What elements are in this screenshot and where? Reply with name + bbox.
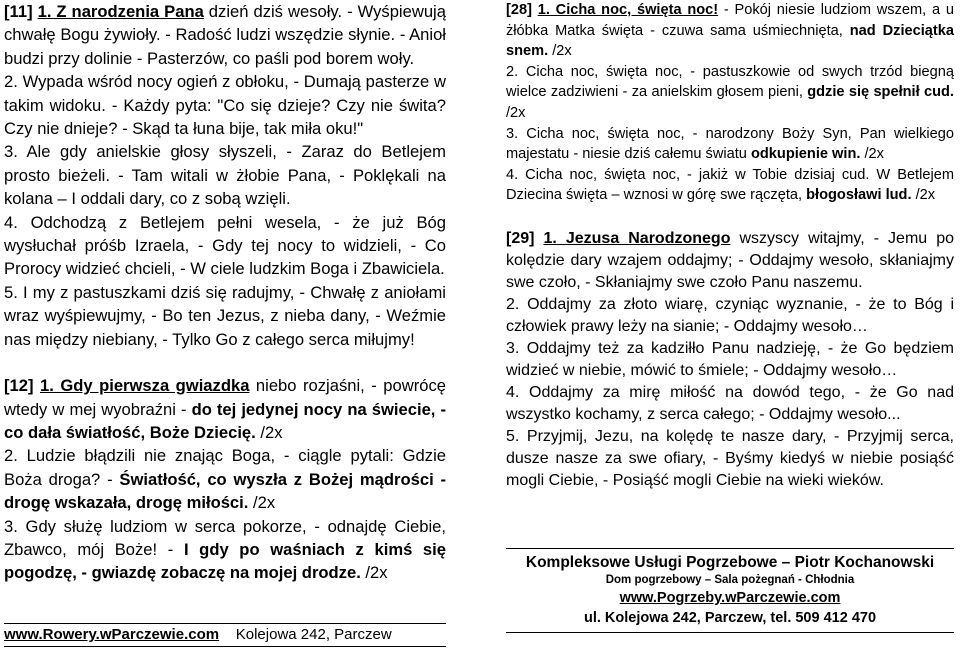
hymn-11-verse-2: 2. Wypada wśród nocy ogień z obłoku, - Dumają pasterze w takim widoku. - Każdy pyta: "Co się dzieje? Czy nie świta? Czy nie dnieje? - Skąd ta łuna bije, tak miła oku!"	[4, 72, 446, 139]
verse-refrain: gdzie się spełnił cud.	[807, 84, 954, 101]
bicycle-shop-address: Kolejowa 242, Parczew	[235, 626, 392, 643]
hymn-29-verse-1	[506, 228, 954, 294]
hymn-29-verse-2: 2. Oddajmy za złoto wiarę, czyniąc wyznanie, - że to Bóg i człowiek prawy leży na sianie; - Oddajmy wesoło…	[506, 295, 954, 335]
hymn-29-verse-5: 5. Przyjmij, Jezu, na kolędę te nasze dary, - Przyjmij serca, dusze nasze za swe ofiary, - Byśmy kiedyś w niebie posiąść mogli Ciebie, - Posiąść mogli Ciebie na wieki wieków.	[506, 427, 954, 489]
verse-refrain: błogosławi lud.	[806, 187, 912, 204]
hymn-28-verse-3	[506, 124, 954, 165]
verse-text: wszyscy witajmy, - Jemu po kolędzie dary wzajem oddajmy; - Oddajmy wesoło, skłaniajmy swe czoło, - Skłaniajmy swe czoło Panu naszemu.	[506, 229, 954, 291]
hymn-number: [28]	[506, 2, 532, 18]
hymn-11-verse-4: 4. Odchodzą z Betlejem pełni wesela, - że już Bóg wysłuchał próśb Izraela, - Gdy tej nocy to widzieli, - Co Prorocy widzieć chcieli, - W ciele ludzkim Boga i Zbawiciela.	[4, 212, 446, 279]
left-column	[4, 0, 446, 585]
hymn-28-verse-1	[506, 0, 954, 62]
repeat-mark: /2x	[506, 104, 526, 121]
repeat-mark: /2x	[911, 187, 936, 204]
repeat-mark: /2x	[360, 563, 388, 583]
verse-refrain: I gdy po waśniach z kimś się pogodzę, - gwiazdę zobaczę na mojej drodze.	[4, 539, 446, 583]
bicycle-shop-link[interactable]: www.Rowery.wParczewie.com	[4, 626, 220, 643]
verse-text: 4. Cicha noc, święta noc, - jakiż w Tobie dzisiaj cud. W Betlejem Dziecina święta – wznosi w górę swe rączęta,	[506, 166, 954, 204]
hymn-11-verse-5: 5. I my z pastuszkami dziś się radujmy, - Chwałę z aniołami wraz wyśpiewujmy, - Bo ten Jezus, z nieba dany, - Weźmie nas między niebiany, - Tylko Go z całego serca miłujmy!	[4, 282, 446, 349]
verse-text: 2. Ludzie błądzili nie znając Boga, - ciągle pytali: Gdzie Boża droga? -	[4, 446, 446, 489]
repeat-mark: /2x	[248, 493, 276, 513]
verse-text: 3. Gdy służę ludziom w serca pokorze, - odnajdę Ciebie, Zbawco, mój Boże! -	[4, 516, 446, 559]
funeral-home-ad	[506, 548, 954, 633]
hymn-number: [12]	[4, 376, 34, 396]
hymn-title: 1. Cicha noc, święta noc!	[537, 2, 719, 18]
funeral-home-link[interactable]: www.Pogrzeby.wParczewie.com	[619, 590, 841, 606]
verse-refrain: odkupienie win.	[750, 146, 861, 163]
hymn-11-verse-3: 3. Ale gdy anielskie głosy słyszeli, - Zaraz do Betlejem prosto bieżeli. - Tam witali w żłobie Pana, - Poklękali na kolana – I oddali dary, co z sobą wzięli.	[4, 142, 446, 209]
hymn-11-verse-1	[4, 0, 446, 70]
bicycle-shop-footer	[4, 623, 446, 647]
repeat-mark: /2x	[255, 422, 283, 442]
verse-text: 2. Cicha noc, święta noc, - pastuszkowie od swych trzód biegną wielce zadziwieni - za anielskim głosem pieni,	[506, 63, 954, 101]
verse-text: niebo rozjaśni, - powrócę wtedy w mej wyobraźni -	[4, 376, 446, 419]
hymn-title: 1. Z narodzenia Pana	[37, 2, 204, 21]
repeat-mark: /2x	[860, 146, 884, 163]
hymn-28-verse-2	[506, 62, 954, 124]
funeral-home-name: Kompleksowe Usługi Pogrzebowe – Piotr Kochanowski	[525, 554, 935, 571]
hymn-number: [11]	[4, 2, 33, 21]
hymn-number: [29]	[506, 229, 535, 247]
hymn-12-verse-1	[4, 374, 446, 444]
verse-refrain: do tej jedynej nocy na świecie, - co dała światłość, Boże Dziecię.	[4, 399, 446, 442]
funeral-home-services: Dom pogrzebowy – Sala pożegnań - Chłodnia	[605, 574, 855, 586]
verse-text: dzień dziś wesoły. - Wyśpiewują chwałę Bogu żywioły. - Radość ludzi wszędzie słynie. - Anioł budzi przy dolinie - Pasterzów, co paśli pod borem woły.	[4, 2, 446, 68]
hymn-title: 1. Jezusa Narodzonego	[543, 229, 731, 247]
verse-text: - Pokój niesie ludziom wszem, a u żłóbka Matka święta - czuwa sama uśmiechnięta,	[506, 2, 954, 39]
hymn-29-verse-4: 4. Oddajmy za mirę miłość na dowód tego, - że Go nad wszystko kochamy, z serca całego; - Oddajmy wesoło...	[506, 383, 954, 423]
hymn-12-verse-2	[4, 444, 446, 514]
verse-refrain: nad Dzieciątka snem.	[506, 22, 954, 60]
funeral-home-address: ul. Kolejowa 242, Parczew, tel. 509 412 470	[583, 610, 877, 626]
verse-refrain: Światłość, co wyszła z Bożej mądrości - drogę wskazała, drogę miłości.	[4, 469, 446, 513]
hymn-title: 1. Gdy pierwsza gwiazdka	[40, 376, 250, 396]
hymn-29-verse-3: 3. Oddajmy też za kadziłło Panu nadzieję, - że Go będziem widzieć w niebie, mówić to śmiele; - Oddajmy wesoło…	[506, 339, 954, 379]
hymn-12-verse-3	[4, 515, 446, 585]
verse-text: 3. Cicha noc, święta noc, - narodzony Boży Syn, Pan wielkiego majestatu - niesie dziś całemu światu	[506, 125, 954, 163]
repeat-mark: /2x	[548, 43, 572, 60]
hymn-28-verse-4	[506, 165, 954, 206]
right-column	[506, 0, 954, 492]
